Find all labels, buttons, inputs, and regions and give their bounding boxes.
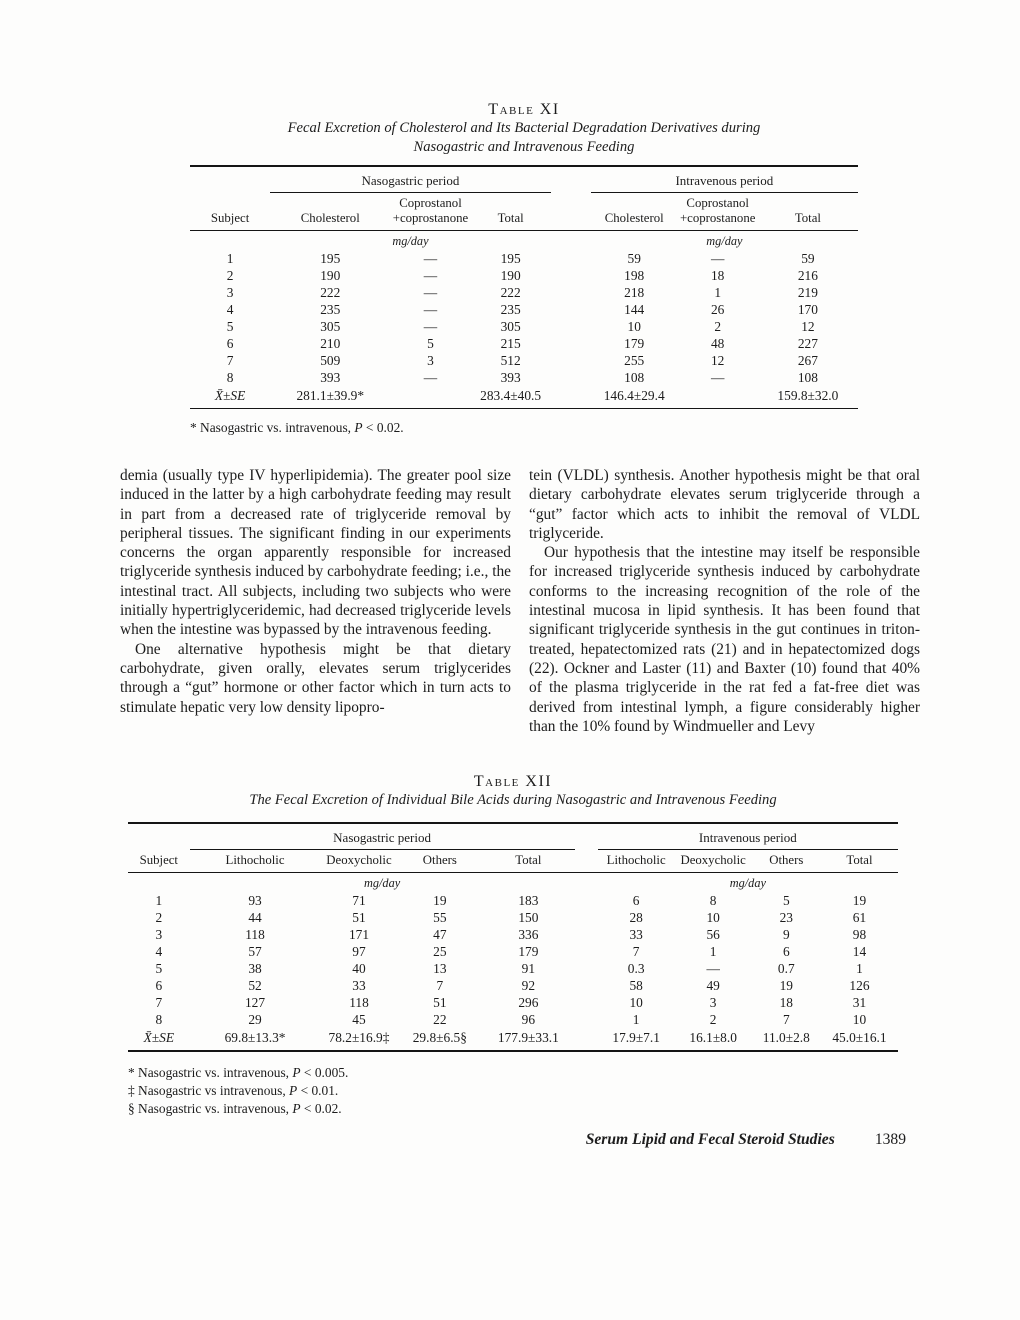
group-header-nasogastric: Nasogastric period: [270, 166, 551, 193]
table-cell: 58: [629, 978, 643, 993]
table-cell: 55: [433, 910, 447, 925]
table-cell: 16.1±8.0: [689, 1030, 737, 1045]
table-cell: 512: [500, 353, 521, 368]
table-cell: 57: [248, 944, 262, 959]
col-header-subject: Subject: [128, 849, 190, 873]
spacer-cell: [551, 301, 591, 318]
table-cell: 118: [245, 927, 265, 942]
spacer-cell: [575, 892, 598, 909]
table-cell: 52: [248, 978, 262, 993]
table-cell: 98: [852, 927, 867, 942]
spacer-cell: [551, 352, 591, 369]
col-header-cholesterol-ng: Cholesterol: [270, 193, 390, 231]
table-cell: 0.7: [777, 961, 795, 976]
table-cell: 10: [852, 1012, 867, 1027]
col-header-coprostanol-ng: [390, 193, 470, 231]
table-cell: 10: [706, 910, 720, 925]
p-value-symbol: P: [292, 1101, 301, 1116]
units-label: mg/day: [706, 234, 743, 248]
table-xi-footnote: [190, 419, 858, 437]
table-cell: 6: [782, 944, 790, 959]
spacer-cell: [575, 960, 598, 977]
table-cell: 4: [226, 302, 234, 317]
table-xii-column-header-row: [128, 849, 898, 873]
table-cell: 150: [518, 910, 539, 925]
table-cell: —: [423, 285, 438, 300]
left-column: [120, 466, 511, 736]
table-xi-subtitle-line2: Nasogastric and Intravenous Feeding: [413, 138, 635, 155]
page-number: 1389: [874, 1131, 906, 1148]
running-title: Serum Lipid and Fecal Steroid Studies: [585, 1131, 835, 1148]
table-cell: 195: [500, 251, 521, 266]
table-cell: 2: [709, 1012, 717, 1027]
table-cell: 8: [155, 1012, 163, 1027]
table-cell: 28: [629, 910, 643, 925]
table-cell: 305: [500, 319, 521, 334]
table-row: [190, 335, 858, 352]
table-cell: 218: [624, 285, 645, 300]
table-cell: —: [423, 302, 438, 317]
spacer-cell: [551, 318, 591, 335]
col-header-line: Coprostanol: [399, 196, 462, 210]
group-header-nasogastric: Nasogastric period: [190, 823, 575, 850]
table-cell: 19: [779, 978, 793, 993]
table-cell: 1: [714, 285, 722, 300]
units-label: mg/day: [363, 876, 401, 890]
table-cell: 1: [226, 251, 234, 266]
table-cell: 170: [797, 302, 818, 317]
col-header-others-ng: Others: [397, 849, 482, 873]
table-cell: 3: [155, 927, 163, 942]
table-cell: 3: [226, 285, 234, 300]
table-cell: 1: [155, 893, 163, 908]
table-cell: 2: [226, 268, 234, 283]
spacer-cell: [575, 823, 598, 850]
spacer-cell: [575, 977, 598, 994]
table-cell: 8: [709, 893, 717, 908]
table-cell: 13: [433, 961, 447, 976]
table-cell: 177.9±33.1: [497, 1030, 559, 1045]
table-cell: 33: [629, 927, 643, 942]
table-cell: 31: [852, 995, 867, 1010]
table-cell: 3: [709, 995, 717, 1010]
table-cell: 227: [797, 336, 818, 351]
table-cell: 51: [352, 910, 366, 925]
table-xii-units-row: [128, 873, 898, 893]
col-header-line: +coprostanone: [392, 210, 469, 225]
spacer-cell: [128, 873, 190, 893]
spacer-cell: [551, 231, 591, 251]
table-xi-units-row: [190, 231, 858, 251]
table-cell: 17.9±7.1: [612, 1030, 660, 1045]
table-cell: 69.8±13.3*: [224, 1030, 286, 1045]
table-cell: 19: [852, 893, 867, 908]
table-row: [128, 1011, 898, 1028]
table-cell: 7: [782, 1012, 790, 1027]
table-cell: 179: [518, 944, 539, 959]
table-cell: 215: [500, 336, 521, 351]
table-cell: 144: [624, 302, 645, 317]
table-cell: 22: [433, 1012, 447, 1027]
table-cell: 38: [248, 961, 262, 976]
table-cell: 97: [352, 944, 366, 959]
page-footer: [120, 1130, 906, 1150]
table-cell: 7: [155, 995, 163, 1010]
col-header-total-iv: Total: [821, 849, 898, 873]
table-cell: 44: [248, 910, 262, 925]
spacer-cell: [190, 166, 270, 193]
table-cell: 12: [710, 353, 725, 368]
table-cell: 2: [155, 910, 163, 925]
table-cell: 393: [320, 370, 341, 385]
table-cell: 33: [352, 978, 366, 993]
footnote-text: < 0.02.: [362, 420, 404, 435]
table-row: [190, 386, 858, 409]
table-row: [128, 960, 898, 977]
table-row: [190, 318, 858, 335]
table-xii-group-header-row: [128, 823, 898, 850]
table-cell: 509: [320, 353, 341, 368]
table-cell: 126: [849, 978, 870, 993]
table-cell: 159.8±32.0: [777, 388, 839, 403]
table-cell: 45.0±16.1: [832, 1030, 887, 1045]
table-row: [128, 892, 898, 909]
table-cell: 183: [518, 893, 539, 908]
table-cell: 216: [797, 268, 818, 283]
table-cell: 190: [500, 268, 521, 283]
col-header-lithocholic-iv: Lithocholic: [598, 849, 675, 873]
footnote-text: ‡ Nasogastric vs intravenous,: [128, 1083, 290, 1098]
col-header-total-ng: Total: [482, 849, 574, 873]
spacer-cell: [128, 823, 190, 850]
table-cell: 108: [797, 370, 818, 385]
table-cell: 92: [521, 978, 536, 993]
table-cell: 281.1±39.9*: [296, 388, 365, 403]
table-cell: 61: [852, 910, 867, 925]
table-cell: 296: [518, 995, 539, 1010]
table-row: [190, 267, 858, 284]
table-row: [190, 352, 858, 369]
table-cell: 26: [710, 302, 725, 317]
col-header-subject: Subject: [190, 193, 270, 231]
table-cell: 96: [521, 1012, 536, 1027]
table-cell: X̄±SE: [143, 1030, 174, 1045]
spacer-cell: [575, 909, 598, 926]
table-cell: 93: [248, 893, 262, 908]
col-header-total-ng: Total: [471, 193, 551, 231]
col-header-total-iv: Total: [758, 193, 858, 231]
table-row: [128, 926, 898, 943]
table-xi-section: [190, 100, 858, 437]
body-text: [120, 466, 920, 736]
table-cell: —: [423, 319, 438, 334]
table-cell: 10: [629, 995, 643, 1010]
spacer-cell: [575, 849, 598, 873]
table-cell: 5: [427, 336, 434, 351]
table-cell: 18: [779, 995, 793, 1010]
table-xi-column-header-row: [190, 193, 858, 231]
paragraph: One alternative hypothesis might be that dietary carbohydrate, given orally, elevates serum triglycerides through a “gut” hormone or other factor which in turn acts to stimulate hepatic very low density lipopro-: [120, 640, 511, 716]
table-cell: 5: [782, 893, 790, 908]
group-header-intravenous: Intravenous period: [591, 166, 858, 193]
spacer-cell: [575, 1011, 598, 1028]
table-cell: 222: [320, 285, 341, 300]
table-cell: —: [706, 961, 720, 976]
spacer-cell: [575, 943, 598, 960]
spacer-cell: [551, 250, 591, 267]
spacer-cell: [551, 386, 591, 409]
p-value-symbol: P: [354, 420, 363, 435]
table-cell: 10: [627, 319, 641, 334]
table-row: [190, 369, 858, 386]
table-cell: 1: [856, 961, 863, 976]
table-cell: [678, 386, 758, 409]
table-cell: 5: [226, 319, 234, 334]
table-cell: 127: [244, 995, 266, 1010]
table-cell: 283.4±40.5: [480, 388, 542, 403]
table-cell: 40: [352, 961, 366, 976]
table-cell: 393: [500, 370, 521, 385]
table-cell: 118: [349, 995, 369, 1010]
table-cell: 9: [782, 927, 790, 942]
table-cell: 3: [427, 353, 434, 368]
table-xii-body: [128, 892, 898, 1051]
table-cell: 18: [710, 268, 725, 283]
table-cell: 23: [779, 910, 793, 925]
table-xi-body: [190, 250, 858, 409]
table-cell: 198: [624, 268, 645, 283]
spacer-cell: [575, 1028, 598, 1051]
table-cell: 305: [320, 319, 341, 334]
table-cell: —: [423, 268, 438, 283]
table-cell: 255: [624, 353, 645, 368]
table-cell: 219: [797, 285, 818, 300]
table-cell: 11.0±2.8: [762, 1030, 810, 1045]
table-cell: —: [710, 251, 725, 266]
table-xi-title: Table XI: [488, 101, 560, 118]
table-cell: 5: [155, 961, 163, 976]
paragraph: demia (usually type IV hyperlipidemia). The greater pool size induced in the latter by a high carbohydrate feeding may result in part from a decreased rate of triglyceride removal by peripheral tissues. The significant finding in our experiments concerns the organ apparently responsible for increased triglyceride synthesis induced by carbohydrate feeding; i.e., the intestinal tract. All subjects, including two subjects who were initially hypertriglyceridemic, had decreased triglyceride levels when the intestine was bypassed by the intravenous feeding.: [120, 467, 511, 639]
table-cell: 0.3: [627, 961, 645, 976]
table-cell: 6: [226, 336, 234, 351]
table-cell: [390, 386, 470, 409]
table-cell: 14: [852, 944, 867, 959]
table-cell: 12: [801, 319, 815, 334]
table-cell: 59: [627, 251, 641, 266]
table-cell: 222: [500, 285, 521, 300]
table-cell: 4: [155, 944, 163, 959]
table-cell: 171: [348, 927, 370, 942]
spacer-cell: [575, 994, 598, 1011]
footnote-text: * Nasogastric vs. intravenous,: [128, 1065, 293, 1080]
footnote-text: * Nasogastric vs. intravenous,: [190, 420, 355, 435]
table-row: [128, 943, 898, 960]
table-cell: 91: [521, 961, 536, 976]
table-cell: 2: [714, 319, 722, 334]
table-cell: 210: [320, 336, 341, 351]
table-row: [128, 909, 898, 926]
table-row: [190, 284, 858, 301]
footnote-text: < 0.01.: [297, 1083, 339, 1098]
table-cell: 7: [436, 978, 444, 993]
table-xii-section: [128, 772, 898, 1118]
table-cell: —: [423, 370, 438, 385]
spacer-cell: [551, 267, 591, 284]
table-xii: [128, 822, 898, 1053]
table-cell: 235: [320, 302, 341, 317]
p-value-symbol: P: [292, 1065, 301, 1080]
footnote-text: § Nasogastric vs. intravenous,: [128, 1101, 293, 1116]
right-column: [529, 466, 920, 736]
table-row: [128, 1028, 898, 1051]
spacer-cell: [551, 369, 591, 386]
table-cell: 179: [624, 336, 645, 351]
table-xii-subtitle: The Fecal Excretion of Individual Bile Acids during Nasogastric and Intravenous Feeding: [249, 792, 777, 808]
table-cell: 45: [352, 1012, 366, 1027]
col-header-line: Coprostanol: [686, 196, 749, 210]
table-xi-group-header-row: [190, 166, 858, 193]
table-cell: 267: [797, 353, 818, 368]
table-cell: 1: [632, 1012, 640, 1027]
spacer-cell: [551, 166, 591, 193]
spacer-cell: [575, 873, 598, 893]
spacer-cell: [190, 231, 270, 251]
table-cell: 6: [632, 893, 640, 908]
spacer-cell: [551, 193, 591, 231]
p-value-symbol: P: [289, 1083, 298, 1098]
table-cell: 7: [226, 353, 234, 368]
table-cell: 195: [320, 251, 341, 266]
table-cell: —: [423, 251, 438, 266]
table-cell: 56: [706, 927, 720, 942]
table-cell: 108: [624, 370, 645, 385]
table-xii-footnote-1: [128, 1064, 898, 1082]
table-cell: 47: [433, 927, 447, 942]
col-header-others-iv: Others: [752, 849, 821, 873]
table-cell: 190: [320, 268, 341, 283]
table-cell: 336: [518, 927, 539, 942]
table-cell: 25: [433, 944, 447, 959]
table-cell: X̄±SE: [214, 388, 246, 403]
table-cell: 51: [433, 995, 447, 1010]
spacer-cell: [551, 284, 591, 301]
table-cell: 59: [801, 251, 815, 266]
paragraph: Our hypothesis that the intestine may itself be responsible for increased triglyceride synthesis induced by carbohydrate conforms to the increasing recognition of the role of the intestinal mucosa in lipid synthesis. It has been found that significant triglyceride synthesis in the gut continues in triton-treated, hepatectomized rats (21) and in hepatectomized dogs (22). Ockner and Laster (11) and Baxter (10) found that 40% of the plasma triglyceride in the rat fed a fat-free diet was derived from intestinal lymph, a figure considerably higher than the 10% found by Windmueller and Levy: [529, 544, 920, 735]
table-xi: [190, 165, 858, 409]
col-header-cholesterol-iv: Cholesterol: [591, 193, 678, 231]
footnote-text: < 0.005.: [300, 1065, 349, 1080]
table-cell: 19: [433, 893, 447, 908]
table-cell: 6: [155, 978, 163, 993]
table-xii-footnote-2: [128, 1082, 898, 1100]
table-cell: 71: [352, 893, 366, 908]
table-cell: 48: [710, 336, 725, 351]
spacer-cell: [551, 335, 591, 352]
table-row: [128, 977, 898, 994]
table-cell: 49: [706, 978, 720, 993]
group-header-intravenous: Intravenous period: [598, 823, 898, 850]
paragraph: tein (VLDL) synthesis. Another hypothesis might be that oral dietary carbohydrate elevates serum triglyceride through a “gut” factor which acts to inhibit the removal of VLDL triglyceride.: [529, 467, 920, 542]
table-row: [128, 994, 898, 1011]
table-cell: 235: [500, 302, 521, 317]
table-cell: 146.4±29.4: [603, 388, 665, 403]
units-label: mg/day: [729, 876, 766, 890]
table-cell: 8: [226, 370, 234, 385]
table-cell: 1: [709, 944, 717, 959]
table-xii-footnotes: [128, 1064, 898, 1118]
table-xi-subtitle-line1: Fecal Excretion of Cholesterol and Its Bacterial Degradation Derivatives during: [287, 120, 761, 136]
col-header-line: +coprostanone: [679, 210, 756, 225]
spacer-cell: [575, 926, 598, 943]
table-cell: 29.8±6.5§: [412, 1030, 467, 1045]
col-header-deoxycholic-ng: Deoxycholic: [320, 849, 397, 873]
table-row: [190, 250, 858, 267]
units-label: mg/day: [392, 234, 429, 248]
table-cell: 29: [248, 1012, 262, 1027]
table-cell: 7: [632, 944, 640, 959]
table-xii-footnote-3: [128, 1100, 898, 1118]
table-xii-title: Table XII: [473, 773, 553, 790]
table-cell: 78.2±16.9‡: [328, 1030, 390, 1045]
col-header-lithocholic-ng: Lithocholic: [190, 849, 321, 873]
col-header-coprostanol-iv: [678, 193, 758, 231]
table-row: [190, 301, 858, 318]
col-header-deoxycholic-iv: Deoxycholic: [675, 849, 752, 873]
table-cell: —: [710, 370, 725, 385]
footnote-text: < 0.02.: [300, 1101, 342, 1116]
